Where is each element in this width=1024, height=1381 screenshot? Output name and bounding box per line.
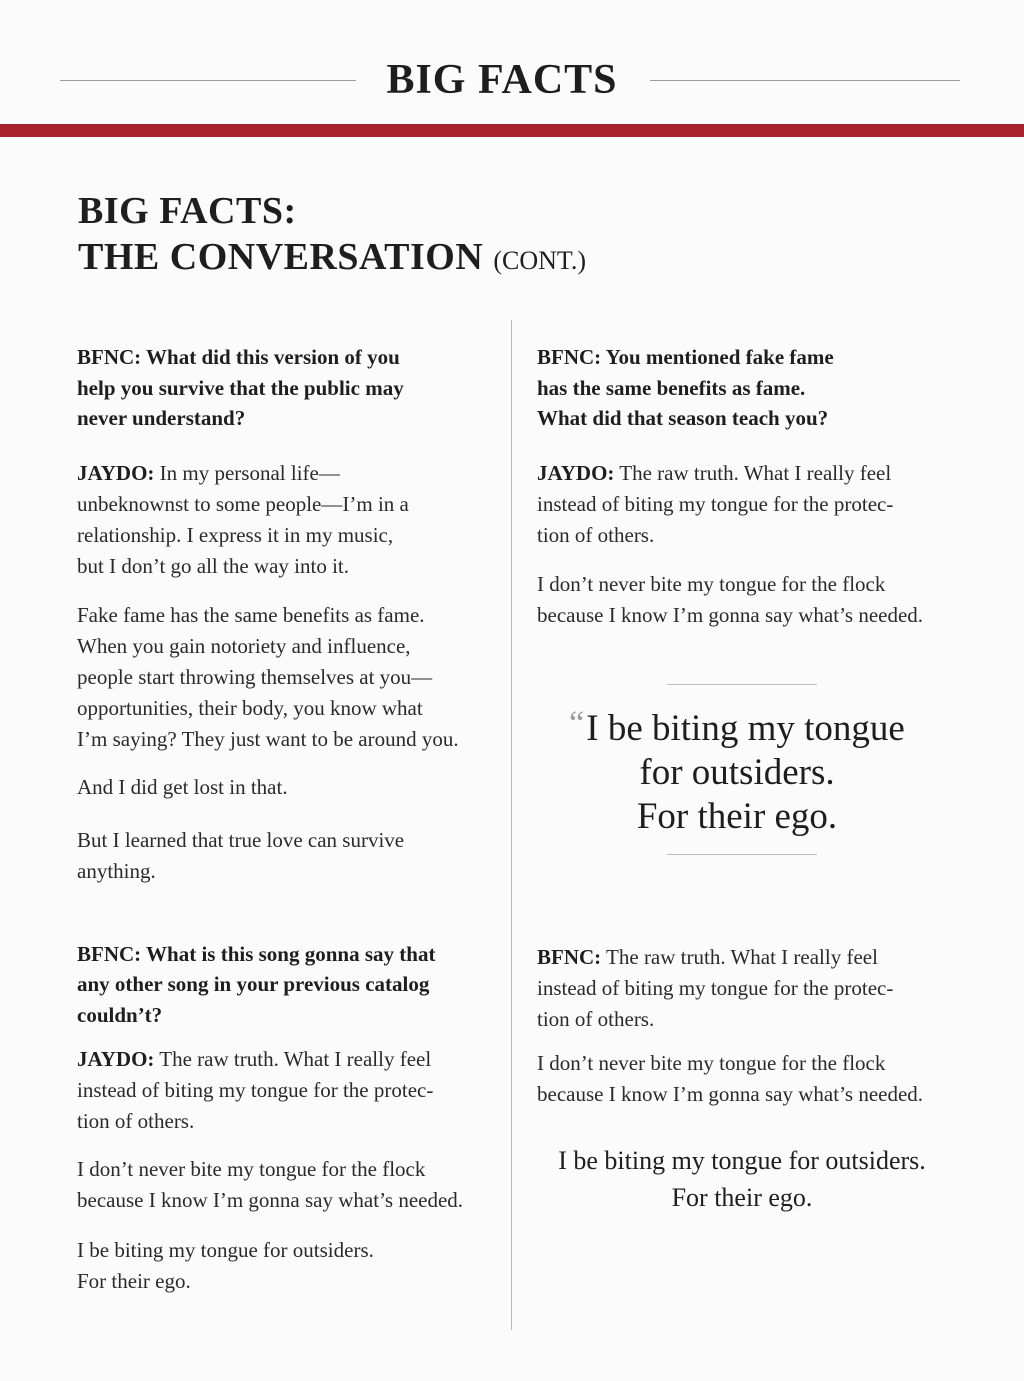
answer-3-line: tion of others. [537,522,655,547]
paragraph-line: I be biting my tongue for outsiders. [77,1238,374,1262]
accent-bar [0,124,1024,137]
speaker-label: JAYDO: [77,460,155,485]
masthead-right-rule [650,80,960,81]
answer-3 [537,458,967,551]
paragraph-outsiders [77,1235,507,1297]
answer-2-line: tion of others. [77,1109,195,1133]
closing-quote-line-1: I be biting my tongue for outsiders. [558,1146,926,1175]
right-column [537,340,967,631]
paragraph-line: I don’t never bite my tongue for the flock [537,571,886,596]
question-2-line: couldn’t? [77,1002,163,1027]
question-2-line: any other song in your previous catalog [77,972,430,996]
pull-quote-bottom-rule [667,854,817,855]
answer-2-line: The raw truth. What I really feel [154,1047,432,1071]
question-1-line: never understand? [77,406,246,430]
question-3-line: has the same benefits as fame. [537,375,806,400]
closing-quote-line-2: For their ego. [671,1183,813,1212]
paragraph-line: people start throwing themselves at you— [77,664,433,689]
paragraph-line: because I know I’m gonna say what’s needed. [77,1188,464,1212]
left-column [77,340,507,1297]
question-1-line: BFNC: What did this version of you [77,345,400,369]
paragraph-line: opportunities, their body, you know what [77,695,423,720]
masthead [0,50,1024,110]
pull-quote-line-2: for outsiders. [639,752,835,793]
pull-quote [537,684,937,856]
paragraph-lost: And I did get lost in that. [77,774,288,799]
pull-quote-text [537,702,937,839]
paragraph-flock-right [537,569,967,631]
masthead-title: BIG FACTS [386,57,618,103]
pull-quote-line-1-text: I be biting my tongue [586,708,905,749]
question-3-line: BFNC: You mentioned fake fame [537,345,834,369]
question-2-line: BFNC: What is this song gonna say that [77,941,436,966]
paragraph-line: I don’t never bite my tongue for the flock [537,1051,886,1075]
speaker-label: BFNC: [537,945,602,969]
closing-quote [517,1142,967,1216]
question-2 [77,939,507,1031]
answer-1-line: relationship. I express it in my music, [77,522,394,547]
answer-1 [77,458,507,582]
answer-4-line: The raw truth. What I really feel [601,945,878,969]
answer-3-line: instead of biting my tongue for the protec- [537,491,894,516]
page-title-line-2 [78,234,778,284]
pull-quote-line-1 [537,702,937,751]
question-1 [77,342,507,434]
answer-3-line: The raw truth. What I really feel [614,460,892,485]
question-3 [537,342,967,434]
right-column-lower [537,942,967,1110]
paragraph-flock [77,1154,507,1216]
speaker-label: JAYDO: [537,460,615,485]
answer-2 [77,1044,507,1137]
paragraph-line: But I learned that true love can survive [77,827,405,852]
paragraph-flock-right-2 [537,1048,967,1110]
pull-quote-line-3: For their ego. [636,796,838,837]
answer-1-line: In my personal life— [154,460,340,485]
paragraph-line: I don’t never bite my tongue for the flock [77,1157,426,1181]
paragraph-line: Fake fame has the same benefits as fame. [77,602,425,627]
answer-1-line: unbeknownst to some people—I’m in a [77,491,409,516]
answer-4-line: instead of biting my tongue for the protec- [537,976,894,1000]
answer-4 [537,942,967,1035]
page-title-line-1: BIG FACTS: [78,190,297,232]
answer-2-line: instead of biting my tongue for the protec- [77,1078,434,1102]
quote-mark-icon: “ [569,705,585,742]
paragraph-fake-fame [77,600,507,755]
page-title-suffix: (CONT.) [493,246,586,275]
paragraph-line: When you gain notoriety and influence, [77,633,411,658]
answer-1-line: but I don’t go all the way into it. [77,553,349,578]
page-title [78,188,778,284]
paragraph-line: because I know I’m gonna say what’s needed. [537,602,924,627]
column-divider [511,320,512,1330]
answer-4-line: tion of others. [537,1007,655,1031]
paragraph-line: For their ego. [77,1269,191,1293]
question-1-line: help you survive that the public may [77,375,404,400]
paragraph-line: anything. [77,858,156,883]
pull-quote-top-rule [667,684,817,685]
page-title-main: THE CONVERSATION [78,236,484,278]
paragraph-line: I’m saying? They just want to be around you. [77,726,459,751]
question-3-line: What did that season teach you? [537,406,829,430]
speaker-label: JAYDO: [77,1047,155,1071]
paragraph-line: because I know I’m gonna say what’s needed. [537,1082,924,1106]
paragraph-true-love [77,825,507,887]
